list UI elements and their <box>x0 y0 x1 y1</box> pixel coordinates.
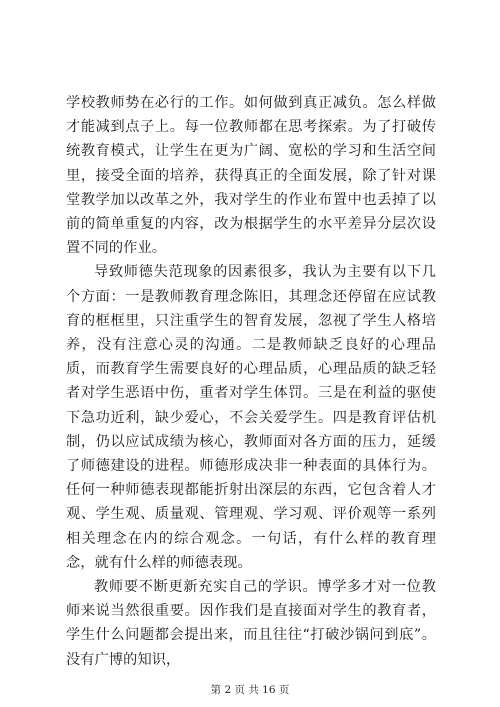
paragraph-teacher-ethics-factors: 导致师德失范现象的因素很多，我认为主要有以下几个方面：一是教师教育理念陈旧，其理念还停留在应试教育的框框里，只注重学生的智育发展，忽视了学生人格培养，没有注意心灵的沟通。二是教师缺乏良好的心理品质，而教育学生需要良好的心理品质，心理品质的缺乏轻者对学生恶语中伤，重者对学生体罚。三是在利益的驱使下急功近利，缺少爱心，不会关爱学生。四是教育评估机制，仍以应试成绩为核心，教师面对各方面的压力，延缓了师德建设的进程。师德形成决非一种表面的具体行为。任何一种师德表现都能折射出深层的东西，它包含着人才观、学生观、质量观、管理观、学习观、评价观等一系列相关理念在内的综合观念。一句话，有什么样的教育理念，就有什么样的师德表现。 <box>66 264 436 571</box>
paragraph-continued: 学校教师势在必行的工作。如何做到真正减负。怎么样做才能减到点子上。每一位教师都在思考探索。为了打破传统教育模式，让学生在更为广阔、宽松的学习和生活空间里，接受全面的培养，获得真正的全面发展，除了针对课堂教学加以改革之外，我对学生的作业布置中也丢掉了以前的简单重复的内容，改为根据学生的水平差异分层次设置不同的作业。 <box>66 95 436 257</box>
document-body <box>66 91 436 672</box>
paragraph-teacher-knowledge: 教师要不断更新充实自己的学识。博学多才对一位教师来说当然很重要。因作我们是直接面对学生的教育者，学生什么问题都会提出来，而且往往“打破沙锅问到底”。没有广博的知识， <box>66 579 436 668</box>
page-number-footer: 第 2 页 共 16 页 <box>210 684 290 696</box>
